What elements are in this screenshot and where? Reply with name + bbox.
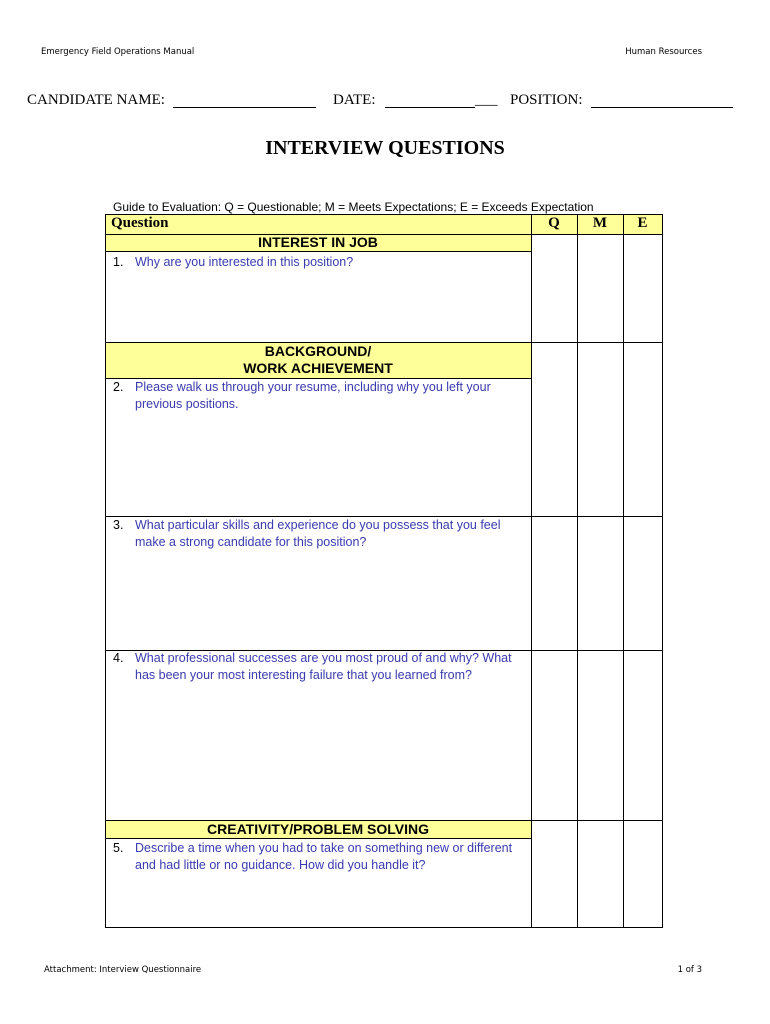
date-suffix: ___ (475, 92, 498, 108)
table-rule (577, 214, 578, 928)
question-number: 1. (113, 255, 124, 269)
question-number: 3. (113, 518, 124, 532)
table-rule (105, 927, 663, 928)
position-line[interactable] (591, 107, 733, 108)
table-rule (623, 214, 624, 928)
section-heading-creativity: CREATIVITY/PROBLEM SOLVING (207, 821, 429, 837)
table-rule (105, 838, 531, 839)
date-line[interactable] (385, 107, 475, 108)
question-item (113, 254, 523, 271)
section-heading-interest: INTEREST IN JOB (258, 234, 378, 250)
table-rule (105, 251, 531, 252)
section-heading-background: BACKGROUND/ (264, 343, 372, 359)
page-number: 1 of 3 (677, 965, 702, 975)
date-label: DATE: (333, 92, 376, 108)
question-text: What professional successes are you most proud of and why? What has been your most interesting failure that you learned from? (135, 651, 512, 682)
evaluation-guide: Guide to Evaluation: Q = Questionable; M = Meets Expectations; E = Exceeds Expectation (113, 200, 594, 214)
column-header-question: Question (111, 215, 169, 231)
running-header-left: Emergency Field Operations Manual (41, 47, 195, 57)
table-rule (531, 214, 532, 928)
question-item (113, 379, 523, 412)
question-item (113, 840, 523, 873)
question-text: What particular skills and experience do you possess that you feel make a strong candidate for this position? (135, 518, 501, 549)
table-rule (662, 214, 663, 928)
candidate-name-line[interactable] (173, 107, 316, 108)
page-title: INTERVIEW QUESTIONS (265, 137, 505, 159)
running-footer-left: Attachment: Interview Questionnaire (44, 965, 202, 975)
question-number: 5. (113, 841, 124, 855)
question-item (113, 650, 523, 683)
column-header-m: M (592, 215, 608, 231)
section-heading-work-achievement: WORK ACHIEVEMENT (243, 360, 393, 376)
interview-questions-table (105, 214, 663, 928)
question-number: 2. (113, 380, 124, 394)
question-number: 4. (113, 651, 124, 665)
candidate-info-fields (27, 92, 747, 112)
question-item (113, 517, 523, 550)
question-text: Why are you interested in this position? (135, 255, 354, 269)
position-label: POSITION: (510, 92, 583, 108)
question-text: Describe a time when you had to take on something new or different and had little or no guidance. How did you handle it? (135, 841, 513, 872)
candidate-name-label: CANDIDATE NAME: (27, 92, 165, 108)
question-text: Please walk us through your resume, including why you left your previous positions. (135, 380, 491, 411)
column-header-e: E (637, 215, 648, 231)
column-header-q: Q (548, 215, 560, 231)
running-header-right: Human Resources (625, 47, 702, 57)
